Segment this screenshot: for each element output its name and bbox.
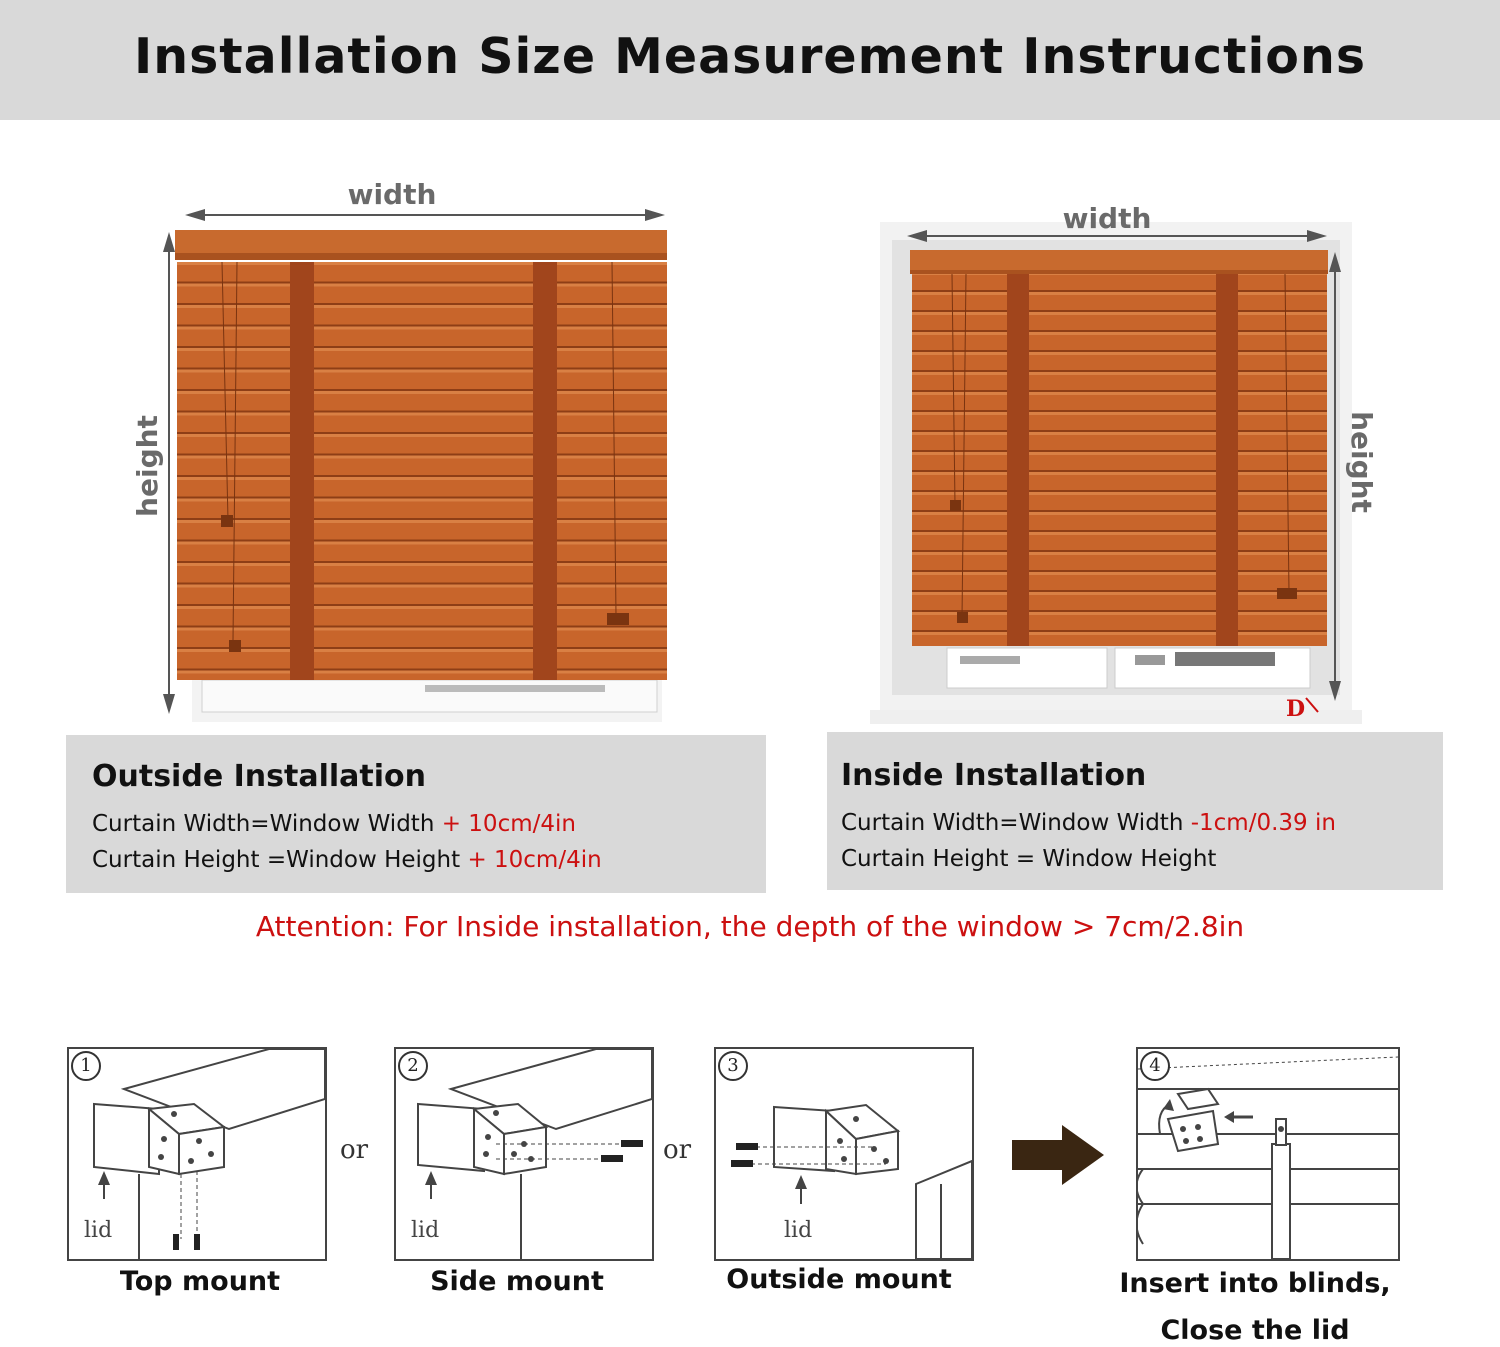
step-4-label-line1: Insert into blinds,: [1119, 1268, 1391, 1299]
step-3-diagram: [714, 1047, 974, 1261]
outside-height-text: Curtain Height =Window Height: [92, 847, 461, 873]
inside-height-formula: Curtain Height = Window Height: [841, 846, 1217, 872]
inside-height-label: height: [1345, 411, 1378, 513]
insert-close-lid-illustration: [1138, 1049, 1398, 1259]
step-3-label: Outside mount: [726, 1264, 952, 1295]
inside-width-value: -1cm/0.39 in: [1190, 810, 1336, 836]
outside-height-label: height: [131, 415, 164, 517]
outside-width-formula: [92, 811, 576, 837]
depth-marker: D: [1286, 696, 1306, 722]
step-4-label-line2: Close the lid: [1160, 1315, 1350, 1346]
step-1-diagram: [67, 1047, 327, 1261]
outside-width-text: Curtain Width=Window Width: [92, 811, 435, 837]
outside-blind: [131, 178, 667, 722]
inside-installation-title: Inside Installation: [841, 758, 1147, 793]
page-title: Installation Size Measurement Instructions: [133, 28, 1367, 85]
outside-width-value: + 10cm/4in: [441, 811, 576, 837]
or-separator-2: or: [663, 1135, 692, 1165]
outside-height-value: + 10cm/4in: [467, 847, 602, 873]
step-2-lid-label: lid: [411, 1218, 440, 1243]
step-2-label: Side mount: [430, 1266, 604, 1297]
step-3-number: 3: [718, 1051, 748, 1081]
inside-installation-panel: [827, 732, 1443, 890]
outside-installation-panel: [66, 735, 766, 893]
inside-width-text: Curtain Width=Window Width: [841, 810, 1184, 836]
outside-mount-illustration: [716, 1049, 972, 1259]
arrow-right-icon: [1012, 1125, 1104, 1185]
side-mount-illustration: [396, 1049, 652, 1259]
attention-note: Attention: For Inside installation, the depth of the window > 7cm/2.8in: [255, 910, 1245, 943]
step-1-label: Top mount: [119, 1266, 281, 1297]
outside-height-formula: [92, 847, 602, 873]
inside-width-formula: [841, 810, 1336, 836]
top-mount-illustration: [69, 1049, 325, 1259]
outside-width-label: width: [347, 178, 437, 211]
inside-blind: [870, 202, 1378, 724]
or-separator-1: or: [340, 1135, 369, 1165]
step-4-number: 4: [1140, 1051, 1170, 1081]
step-4-diagram: [1136, 1047, 1400, 1261]
step-1-number: 1: [71, 1051, 101, 1081]
inside-width-label: width: [1062, 202, 1152, 235]
step-3-lid-label: lid: [784, 1218, 813, 1243]
step-2-diagram: [394, 1047, 654, 1261]
outside-installation-title: Outside Installation: [92, 759, 426, 794]
step-1-lid-label: lid: [84, 1218, 113, 1243]
step-2-number: 2: [398, 1051, 428, 1081]
